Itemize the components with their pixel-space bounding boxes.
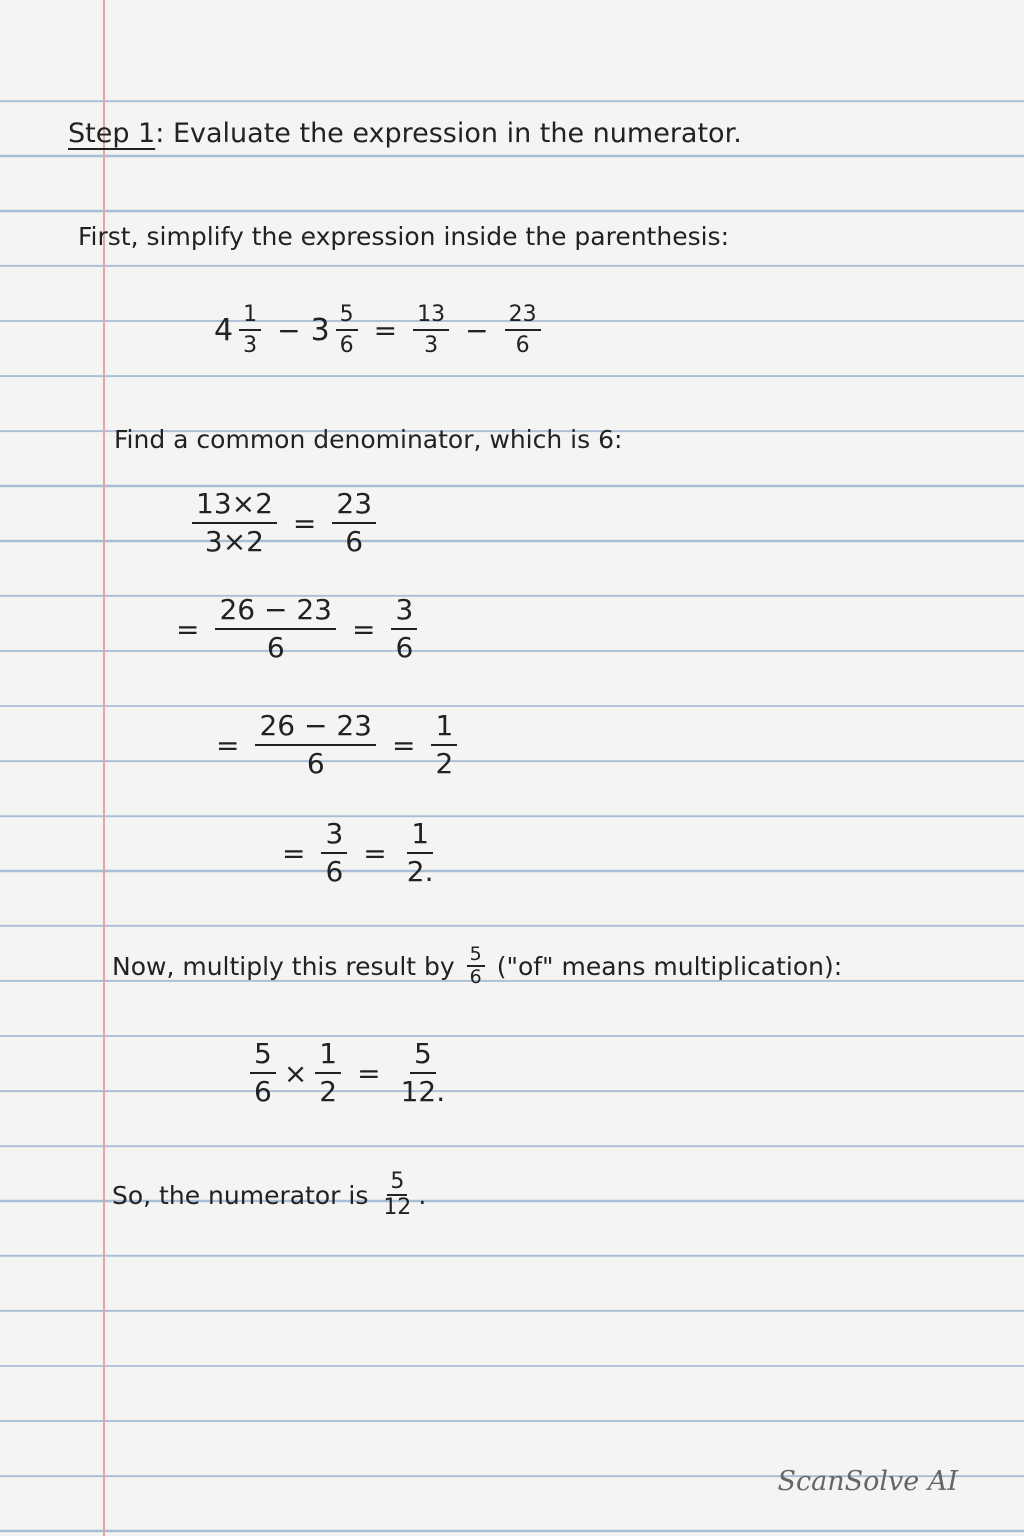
fraction-right xyxy=(332,488,376,558)
equation-subtract xyxy=(176,594,423,664)
multiply-text-after: ("of" means multiplication): xyxy=(496,951,843,981)
fraction-result-numerator: 5 xyxy=(410,1038,436,1074)
whole-a: 4 xyxy=(214,312,234,348)
step-heading xyxy=(68,118,742,149)
inline-fraction-denominator: 6 xyxy=(469,965,482,988)
fraction-d xyxy=(505,302,541,359)
fraction-b xyxy=(336,302,358,359)
equals-sign: = xyxy=(373,313,398,347)
fraction-d-denominator: 6 xyxy=(515,333,530,359)
minus-sign: − xyxy=(465,313,489,347)
fraction-a xyxy=(250,1038,276,1108)
equation-reduce xyxy=(282,818,443,888)
fraction-right-numerator: 1 xyxy=(407,818,433,854)
step-label: Step 1 xyxy=(68,118,156,149)
equals-sign: = xyxy=(352,612,376,646)
fraction-right-numerator: 1 xyxy=(431,710,457,746)
common-denominator-text: Find a common denominator, which is 6: xyxy=(114,425,623,454)
times-sign: × xyxy=(283,1056,308,1090)
equation-mixed-numbers xyxy=(214,302,547,359)
multiply-text xyxy=(112,943,843,990)
fraction-left xyxy=(215,594,336,664)
inline-fraction-denominator: 12 xyxy=(383,1195,412,1221)
fraction-right-denominator: 2. xyxy=(406,855,434,889)
equals-sign: = xyxy=(292,506,317,540)
fraction-left xyxy=(192,488,277,558)
fraction-left-denominator: 6 xyxy=(325,855,344,889)
fraction-left-denominator: 6 xyxy=(306,747,325,781)
fraction-right xyxy=(431,710,457,780)
leading-equals: = xyxy=(176,612,200,646)
fraction-d-numerator: 23 xyxy=(505,302,541,331)
conclusion-period: . xyxy=(418,1181,427,1211)
fraction-left-numerator: 26 − 23 xyxy=(215,594,336,630)
fraction-b-numerator: 1 xyxy=(315,1038,341,1074)
scansolve-watermark: ScanSolve AI xyxy=(777,1466,958,1497)
fraction-a-numerator: 1 xyxy=(239,302,261,331)
inline-fraction-numerator: 5 xyxy=(467,944,485,967)
fraction-a-denominator: 6 xyxy=(254,1075,272,1109)
equation-convert xyxy=(186,488,382,558)
whole-b: 3 xyxy=(310,312,330,348)
fraction-c-denominator: 3 xyxy=(424,333,439,359)
equation-simplify xyxy=(216,710,463,780)
minus-sign: − xyxy=(277,313,301,347)
fraction-left xyxy=(321,818,347,888)
multiply-text-before: Now, multiply this result by xyxy=(112,951,455,981)
fraction-right-denominator: 6 xyxy=(395,631,414,665)
fraction-left-denominator: 3×2 xyxy=(204,525,264,559)
fraction-right xyxy=(403,818,438,888)
fraction-a-denominator: 3 xyxy=(243,333,258,359)
fraction-right-denominator: 6 xyxy=(345,525,364,559)
fraction-left-numerator: 13×2 xyxy=(192,488,277,524)
equals-sign: = xyxy=(357,1056,381,1090)
intro-text: First, simplify the expression inside the parenthesis: xyxy=(78,222,729,251)
fraction-right xyxy=(391,594,417,664)
leading-equals: = xyxy=(282,836,306,870)
fraction-c-numerator: 13 xyxy=(413,302,449,331)
fraction-c xyxy=(413,302,449,359)
equals-sign: = xyxy=(392,728,416,762)
fraction-right-numerator: 23 xyxy=(332,488,376,524)
fraction-a-numerator: 5 xyxy=(250,1038,276,1074)
step-title: Evaluate the expression in the numerator. xyxy=(172,118,742,149)
equation-multiply xyxy=(244,1038,455,1108)
fraction-right-denominator: 2 xyxy=(435,747,454,781)
fraction-result-denominator: 12. xyxy=(400,1075,446,1109)
conclusion-text xyxy=(112,1169,427,1222)
fraction-left-denominator: 6 xyxy=(266,631,285,665)
leading-equals: = xyxy=(216,728,240,762)
equals-sign: = xyxy=(363,836,387,870)
fraction-result xyxy=(397,1038,450,1108)
fraction-a xyxy=(239,302,261,359)
inline-fraction-numerator: 5 xyxy=(387,1170,407,1196)
fraction-b-numerator: 5 xyxy=(336,302,358,331)
inline-fraction xyxy=(467,944,485,988)
fraction-b-denominator: 6 xyxy=(339,333,354,359)
fraction-left xyxy=(255,710,376,780)
fraction-left-numerator: 26 − 23 xyxy=(255,710,376,746)
fraction-b xyxy=(315,1038,341,1108)
fraction-left-numerator: 3 xyxy=(321,818,347,854)
fraction-right-numerator: 3 xyxy=(391,594,417,630)
inline-fraction xyxy=(380,1170,414,1220)
conclusion-text-before: So, the numerator is xyxy=(112,1181,369,1211)
fraction-b-denominator: 2 xyxy=(319,1075,338,1109)
step-colon: : xyxy=(155,118,165,149)
